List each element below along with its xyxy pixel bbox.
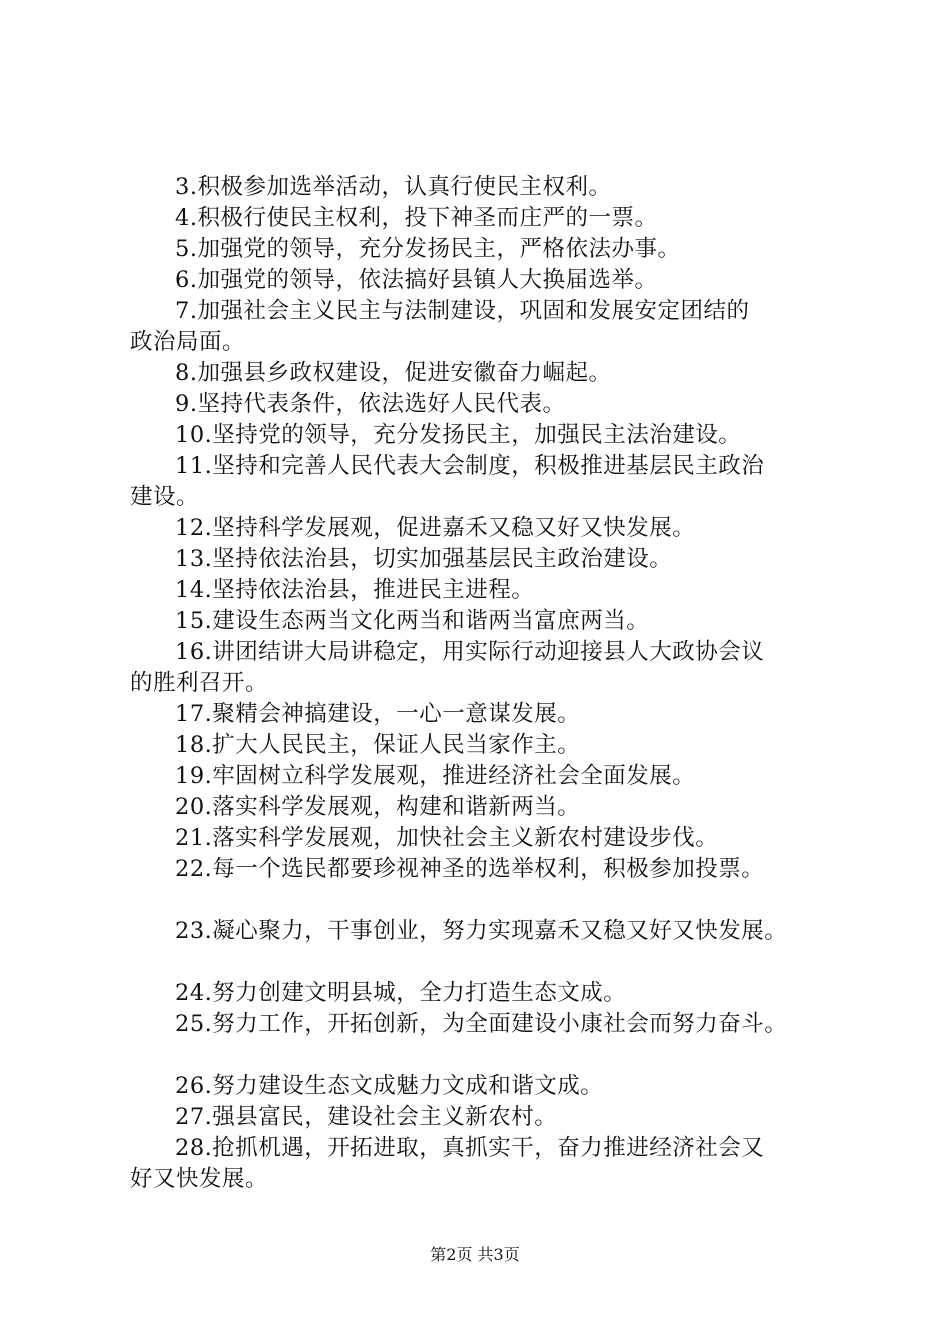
slogan-line: 26.努力建设生态文成魅力文成和谐文成。 [175, 1073, 604, 1099]
slogan-line: 3.积极参加选举活动，认真行使民主权利。 [175, 174, 612, 200]
slogan-line: 17.聚精会神搞建设，一心一意谋发展。 [175, 701, 581, 727]
slogan-line: 8.加强县乡政权建设，促进安徽奋力崛起。 [175, 360, 612, 386]
slogan-line: 9.坚持代表条件，依法选好人民代表。 [175, 391, 566, 417]
slogan-line: 11.坚持和完善人民代表大会制度，积极推进基层民主政治 [175, 453, 765, 479]
page-footer: 第2页 共3页 [430, 1245, 520, 1264]
slogan-line: 18.扩大人民民主，保证人民当家作主。 [175, 732, 581, 758]
slogan-line-continuation: 好又快发展。 [130, 1166, 269, 1192]
slogan-line: 16.讲团结讲大局讲稳定，用实际行动迎接县人大政协会议 [175, 639, 765, 665]
blank-line [130, 1040, 850, 1071]
slogan-line: 7.加强社会主义民主与法制建设，巩固和发展安定团结的 [175, 298, 750, 324]
slogan-line: 20.落实科学发展观，构建和谐新两当。 [175, 794, 581, 820]
slogan-line: 28.抢抓机遇，开拓进取，真抓实干，奋力推进经济社会又 [175, 1135, 765, 1161]
slogan-line-continuation: 政治局面。 [130, 329, 246, 355]
slogan-line-continuation: 的胜利召开。 [130, 670, 269, 696]
slogan-line: 5.加强党的领导，充分发扬民主，严格依法办事。 [175, 236, 681, 262]
slogan-line: 10.坚持党的领导，充分发扬民主，加强民主法治建设。 [175, 422, 742, 448]
slogan-line: 22.每一个选民都要珍视神圣的选举权利，积极参加投票。 [175, 856, 765, 882]
slogan-line: 13.坚持依法治县，切实加强基层民主政治建设。 [175, 546, 673, 572]
slogan-line: 25.努力工作，开拓创新，为全面建设小康社会而努力奋斗。 [175, 1011, 788, 1037]
blank-line [130, 947, 850, 978]
slogan-line: 24.努力创建文明县城，全力打造生态文成。 [175, 980, 627, 1006]
blank-line [130, 885, 850, 916]
slogan-line: 19.牢固树立科学发展观，推进经济社会全面发展。 [175, 763, 696, 789]
slogan-line: 4.积极行使民主权利，投下神圣而庄严的一票。 [175, 205, 658, 231]
slogan-line: 21.落实科学发展观，加快社会主义新农村建设步伐。 [175, 825, 719, 851]
slogan-line-continuation: 建设。 [130, 484, 200, 510]
slogan-line: 14.坚持依法治县，推进民主进程。 [175, 577, 535, 603]
slogan-list [130, 172, 850, 1195]
slogan-line: 12.坚持科学发展观，促进嘉禾又稳又好又快发展。 [175, 515, 696, 541]
slogan-line: 6.加强党的领导，依法搞好县镇人大换届选举。 [175, 267, 658, 293]
slogan-line: 27.强县富民，建设社会主义新农村。 [175, 1104, 558, 1130]
slogan-line: 23.凝心聚力，干事创业，努力实现嘉禾又稳又好又快发展。 [175, 918, 788, 944]
slogan-line: 15.建设生态两当文化两当和谐两当富庶两当。 [175, 608, 650, 634]
